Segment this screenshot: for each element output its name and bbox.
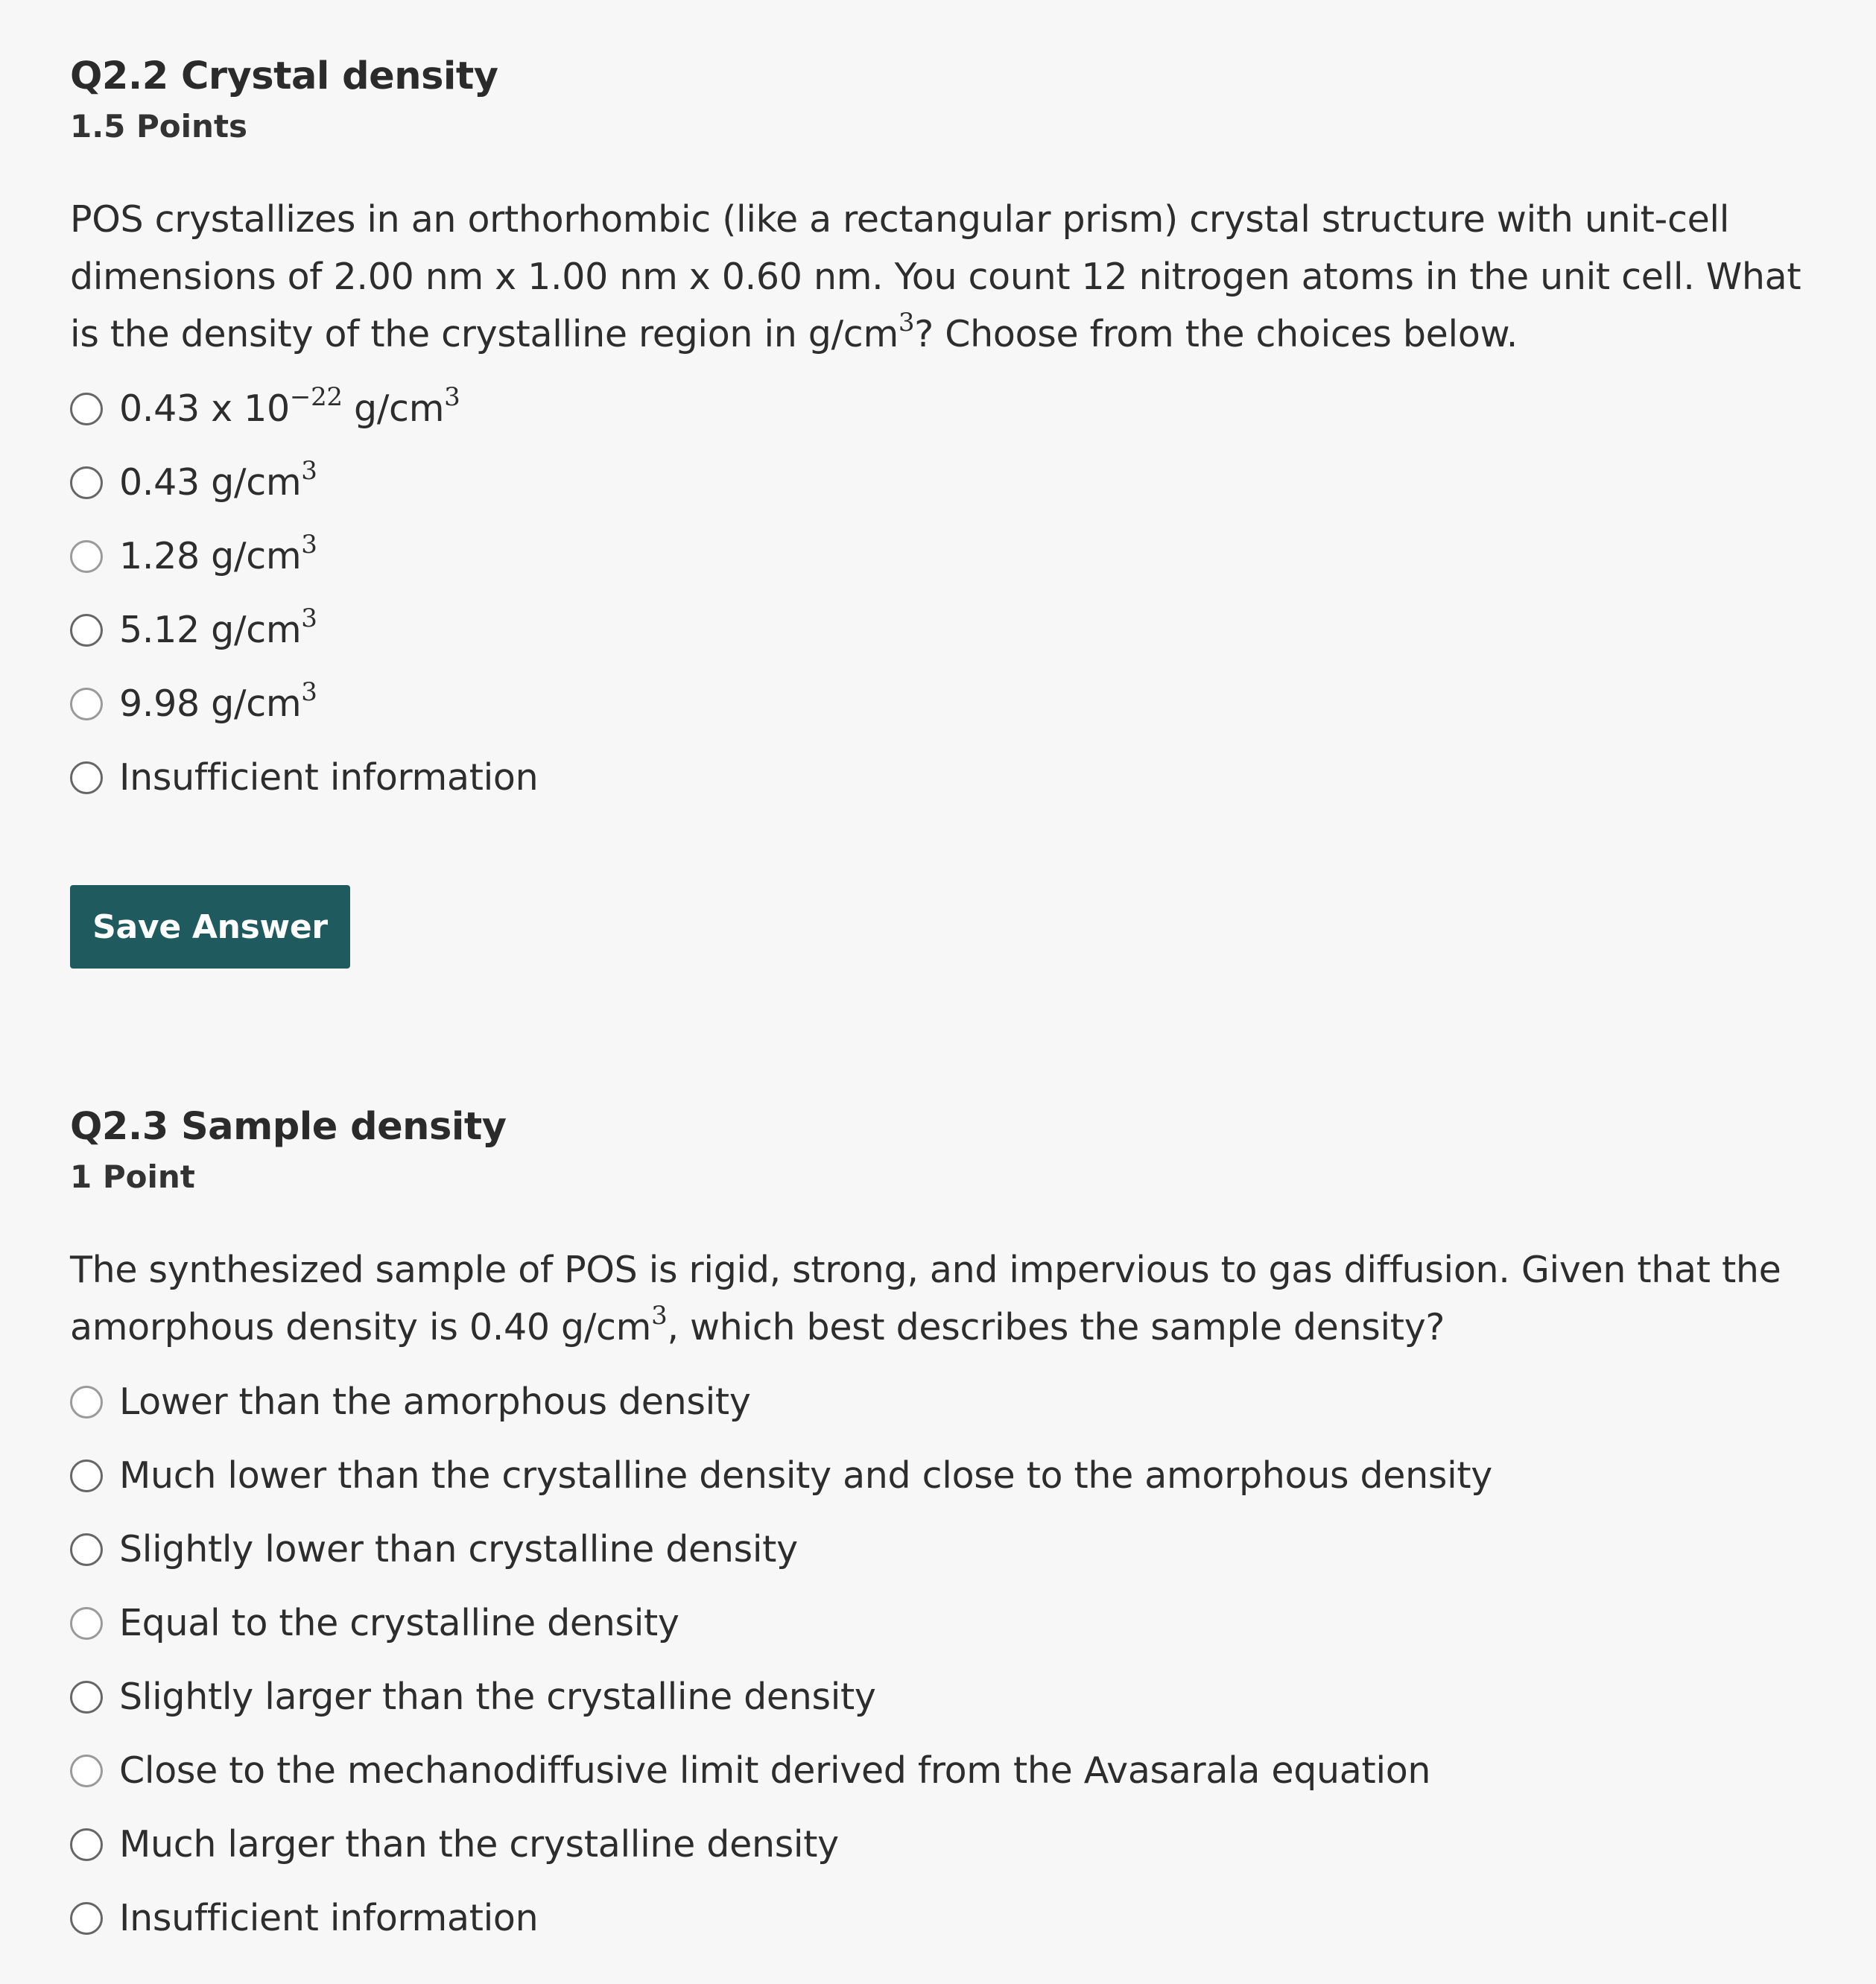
question-prompt — [70, 1241, 1831, 1356]
prompt-text: The synthesized sample of POS is rigid, strong, and impervious to gas diffusion. Given that the amorphous density is 0.40 g/cm — [70, 1249, 1781, 1348]
prompt-text: POS crystallizes in an orthorhombic (like a rectangular prism) crystal structure with unit-cell dimensions of 2.00 nm x 1.00 nm x 0.60 nm. You count 12 nitrogen atoms in the unit cell. What is the density of the crystalline region in g/cm — [70, 198, 1801, 355]
question-q2-3 — [70, 1101, 1831, 1955]
choice-unit-exponent: 3 — [301, 676, 317, 707]
choice-option-4[interactable] — [70, 593, 1831, 667]
question-title: Q2.2 Crystal density — [70, 54, 498, 98]
choice-unit-exponent: 3 — [444, 381, 460, 412]
radio-button[interactable] — [70, 688, 103, 720]
choice-exponent: −22 — [289, 381, 343, 412]
prompt-superscript: 3 — [898, 307, 915, 337]
choice-unit-exponent: 3 — [301, 603, 317, 633]
choice-text: 5.12 g/cm — [119, 609, 302, 651]
choice-text: 9.98 g/cm — [119, 682, 302, 725]
choice-list — [70, 372, 1831, 814]
choice-label: Lower than the amorphous density — [119, 1381, 751, 1423]
radio-button[interactable] — [70, 1681, 103, 1714]
choice-label: Much lower than the crystalline density and close to the amorphous density — [119, 1454, 1493, 1497]
choice-label — [119, 603, 317, 651]
choice-option-6[interactable] — [70, 1734, 1831, 1807]
choice-unit-exponent: 3 — [301, 529, 317, 560]
question-points: 1 Point — [70, 1159, 195, 1195]
radio-button[interactable] — [70, 1607, 103, 1640]
choice-text: 0.43 g/cm — [119, 461, 302, 504]
choice-option-1[interactable] — [70, 1365, 1831, 1439]
choice-unit: g/cm — [342, 387, 445, 430]
choice-option-4[interactable] — [70, 1586, 1831, 1660]
choice-option-7[interactable] — [70, 1807, 1831, 1881]
choice-label — [119, 381, 460, 430]
prompt-superscript: 3 — [651, 1300, 668, 1331]
choice-label: Insufficient information — [119, 756, 539, 799]
choice-text: 1.28 g/cm — [119, 535, 302, 577]
prompt-text-end: , which best describes the sample density? — [667, 1306, 1445, 1348]
prompt-text-end: ? Choose from the choices below. — [914, 313, 1518, 355]
question-prompt — [70, 191, 1831, 363]
choice-label: Slightly larger than the crystalline density — [119, 1676, 876, 1718]
choice-text: 0.43 x 10 — [119, 387, 290, 430]
choice-option-8[interactable] — [70, 1881, 1831, 1955]
radio-button[interactable] — [70, 466, 103, 499]
choice-unit-exponent: 3 — [301, 455, 317, 486]
radio-button[interactable] — [70, 393, 103, 425]
choice-label: Equal to the crystalline density — [119, 1602, 679, 1644]
question-title: Q2.3 Sample density — [70, 1105, 507, 1149]
choice-option-2[interactable] — [70, 1439, 1831, 1512]
radio-button[interactable] — [70, 614, 103, 647]
choice-option-2[interactable] — [70, 446, 1831, 519]
choice-label: Close to the mechanodiffusive limit derived from the Avasarala equation — [119, 1749, 1431, 1792]
choice-option-5[interactable] — [70, 667, 1831, 741]
question-q2-2 — [70, 51, 1831, 814]
choice-label: Insufficient information — [119, 1897, 539, 1939]
radio-button[interactable] — [70, 540, 103, 573]
save-answer-button[interactable]: Save Answer — [70, 885, 350, 969]
radio-button[interactable] — [70, 1755, 103, 1787]
choice-option-1[interactable] — [70, 372, 1831, 446]
radio-button[interactable] — [70, 1386, 103, 1419]
question-points: 1.5 Points — [70, 108, 248, 145]
choice-label — [119, 529, 317, 577]
radio-button[interactable] — [70, 1902, 103, 1935]
radio-button[interactable] — [70, 1460, 103, 1492]
radio-button[interactable] — [70, 1533, 103, 1566]
choice-option-3[interactable] — [70, 1512, 1831, 1586]
choice-option-5[interactable] — [70, 1660, 1831, 1734]
choice-label — [119, 455, 317, 504]
choice-label: Much larger than the crystalline density — [119, 1823, 839, 1866]
radio-button[interactable] — [70, 761, 103, 794]
choice-label: Slightly lower than crystalline density — [119, 1528, 798, 1571]
radio-button[interactable] — [70, 1828, 103, 1861]
choice-option-3[interactable] — [70, 519, 1831, 593]
choice-list — [70, 1365, 1831, 1955]
choice-label — [119, 676, 317, 725]
choice-option-6[interactable] — [70, 741, 1831, 814]
